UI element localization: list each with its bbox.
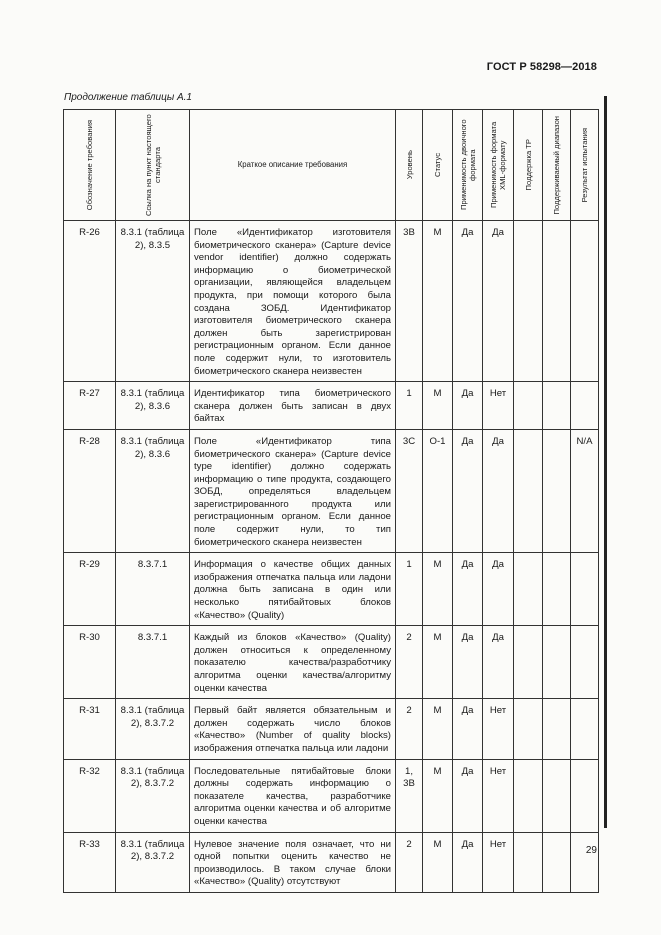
cell-range xyxy=(543,429,571,552)
cell-result xyxy=(571,221,599,382)
cell-id: R-28 xyxy=(64,429,116,552)
cell-ref: 8.3.1 (таблица 2), 8.3.7.2 xyxy=(116,759,190,832)
cell-status: М xyxy=(423,553,453,626)
header-level: Уровень xyxy=(396,110,423,221)
cell-id: R-31 xyxy=(64,699,116,759)
cell-binary: Да xyxy=(453,221,483,382)
cell-ref: 8.3.1 (таблица 2), 8.3.6 xyxy=(116,429,190,552)
cell-result xyxy=(571,832,599,892)
cell-tp xyxy=(514,759,543,832)
table-header-row xyxy=(64,110,599,221)
cell-desc: Поле «Идентификатор изготовителя биометрического сканера» (Capture device vendor identifier) должно содержать информацию о биометрической организации, являющейся владельцем продукта, при помощи которого была создана ЗОБД. Идентификатор изготовителя биометрического сканера должен быть зарегистрирован регистрационным органом. Если данное поле содержит нули, то изготовитель биометрического сканера неизвестен xyxy=(190,221,396,382)
table-row xyxy=(64,832,599,892)
header-binary: Применимость двоичного формата xyxy=(453,110,483,221)
cell-id: R-26 xyxy=(64,221,116,382)
cell-range xyxy=(543,699,571,759)
table-caption: Продолжение таблицы А.1 xyxy=(64,92,192,103)
cell-xml: Нет xyxy=(483,699,514,759)
header-id: Обозначение требования xyxy=(64,110,116,221)
cell-desc: Первый байт является обязательным и должен содержать число блоков «Качество» (Number of quality blocks) изображения отпечатка пальца или ладони xyxy=(190,699,396,759)
cell-binary: Да xyxy=(453,759,483,832)
cell-tp xyxy=(514,553,543,626)
cell-ref: 8.3.1 (таблица 2), 8.3.5 xyxy=(116,221,190,382)
cell-binary: Да xyxy=(453,699,483,759)
cell-ref: 8.3.7.1 xyxy=(116,626,190,699)
cell-id: R-33 xyxy=(64,832,116,892)
cell-tp xyxy=(514,429,543,552)
cell-tp xyxy=(514,382,543,430)
requirements-table xyxy=(63,109,599,893)
page-number: 29 xyxy=(585,845,597,856)
cell-level: 1 xyxy=(396,553,423,626)
cell-status: М xyxy=(423,699,453,759)
cell-xml: Нет xyxy=(483,759,514,832)
cell-status: М xyxy=(423,382,453,430)
cell-ref: 8.3.7.1 xyxy=(116,553,190,626)
cell-level: 1 xyxy=(396,382,423,430)
cell-range xyxy=(543,832,571,892)
cell-level: 1, 3В xyxy=(396,759,423,832)
table-row xyxy=(64,699,599,759)
cell-level: 2 xyxy=(396,626,423,699)
table-row xyxy=(64,553,599,626)
cell-result xyxy=(571,382,599,430)
header-range: Поддерживаемый диапазон xyxy=(543,110,571,221)
cell-desc: Нулевое значение поля означает, что ни одной попытки оценить качество не производилось. В таком случае блоки «Качество» (Quality) отсутствуют xyxy=(190,832,396,892)
cell-tp xyxy=(514,699,543,759)
cell-xml: Да xyxy=(483,626,514,699)
cell-ref: 8.3.1 (таблица 2), 8.3.6 xyxy=(116,382,190,430)
cell-range xyxy=(543,553,571,626)
cell-tp xyxy=(514,832,543,892)
cell-tp xyxy=(514,626,543,699)
cell-desc: Последовательные пятибайтовые блоки должны содержать информацию о показателе качества, разработчике алгоритма оценки качества и об алгоритме оценки качества xyxy=(190,759,396,832)
cell-desc: Идентификатор типа биометрического сканера должен быть записан в двух байтах xyxy=(190,382,396,430)
cell-range xyxy=(543,382,571,430)
header-result: Результат испытания xyxy=(571,110,599,221)
cell-level: 3С xyxy=(396,429,423,552)
cell-level: 3В xyxy=(396,221,423,382)
header-xml: Применимость формата XML-формату xyxy=(483,110,514,221)
change-bar xyxy=(604,96,607,828)
cell-desc: Информация о качестве общих данных изображения отпечатка пальца или ладони должна быть записана в один или несколько пятибайтовых блоков «Качество» (Quality) xyxy=(190,553,396,626)
cell-result xyxy=(571,699,599,759)
table-row xyxy=(64,429,599,552)
cell-id: R-30 xyxy=(64,626,116,699)
cell-xml: Нет xyxy=(483,832,514,892)
table-row xyxy=(64,626,599,699)
cell-id: R-32 xyxy=(64,759,116,832)
cell-level: 2 xyxy=(396,699,423,759)
cell-xml: Да xyxy=(483,221,514,382)
cell-id: R-29 xyxy=(64,553,116,626)
table-row xyxy=(64,759,599,832)
cell-ref: 8.3.1 (таблица 2), 8.3.7.2 xyxy=(116,699,190,759)
header-desc: Краткое описание требования xyxy=(190,110,396,221)
cell-tp xyxy=(514,221,543,382)
cell-level: 2 xyxy=(396,832,423,892)
cell-range xyxy=(543,221,571,382)
cell-status: М xyxy=(423,832,453,892)
cell-desc: Поле «Идентификатор типа биометрического сканера» (Capture device type identifier) должно содержать информацию о типе продукта, создающего ЗОБД, определяться владельцем зарегистрированного продукта или регистрационным органом. Если данное поле содержит нули, то тип биометрического сканера неизвестен xyxy=(190,429,396,552)
cell-result xyxy=(571,759,599,832)
cell-result xyxy=(571,553,599,626)
cell-ref: 8.3.1 (таблица 2), 8.3.7.2 xyxy=(116,832,190,892)
cell-status: О-1 xyxy=(423,429,453,552)
cell-binary: Да xyxy=(453,429,483,552)
cell-binary: Да xyxy=(453,832,483,892)
cell-status: М xyxy=(423,626,453,699)
cell-id: R-27 xyxy=(64,382,116,430)
cell-binary: Да xyxy=(453,553,483,626)
table-row xyxy=(64,382,599,430)
cell-xml: Да xyxy=(483,429,514,552)
cell-range xyxy=(543,759,571,832)
cell-result: N/A xyxy=(571,429,599,552)
cell-status: М xyxy=(423,759,453,832)
cell-result xyxy=(571,626,599,699)
header-status: Статус xyxy=(423,110,453,221)
cell-binary: Да xyxy=(453,626,483,699)
cell-status: М xyxy=(423,221,453,382)
page-header: ГОСТ Р 58298—2018 xyxy=(486,61,597,73)
cell-xml: Да xyxy=(483,553,514,626)
header-tp: Поддержка ТР xyxy=(514,110,543,221)
cell-binary: Да xyxy=(453,382,483,430)
header-ref: Ссылка на пункт настоящего стандарта xyxy=(116,110,190,221)
cell-desc: Каждый из блоков «Качество» (Quality) должен относиться к определенному показателю качества/разработчику алгоритма оценки качества/алгоритму оценки качества xyxy=(190,626,396,699)
cell-range xyxy=(543,626,571,699)
table-row xyxy=(64,221,599,382)
cell-xml: Нет xyxy=(483,382,514,430)
